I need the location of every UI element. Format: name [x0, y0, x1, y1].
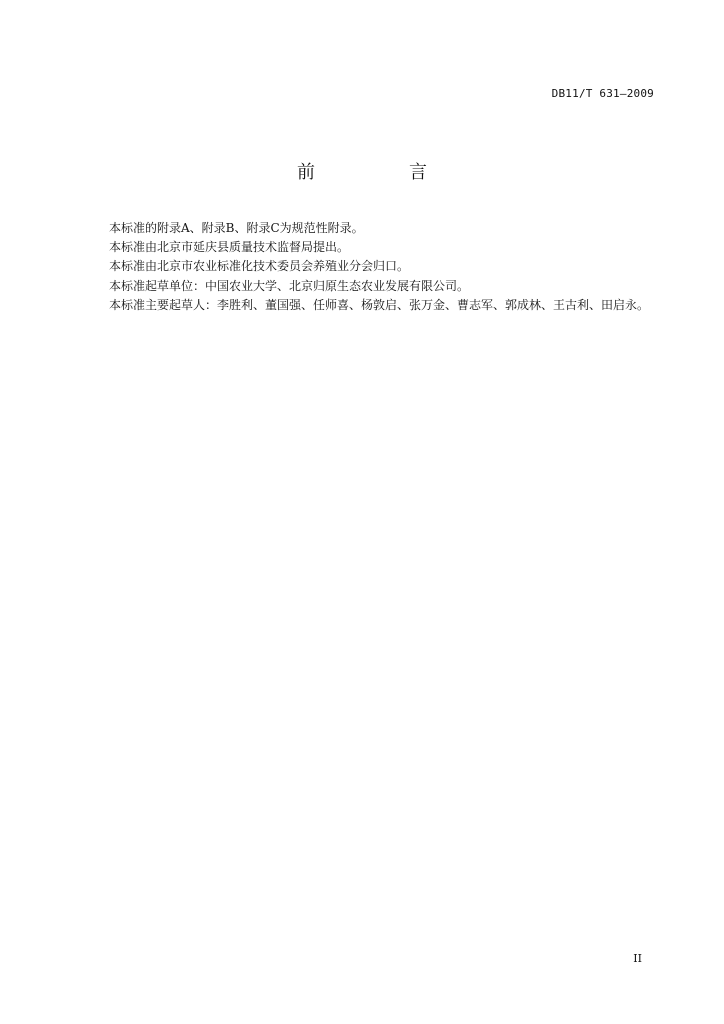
paragraph-drafters: 本标准主要起草人：李胜利、董国强、任师喜、杨敦启、张万金、曹志军、郭成林、王古利、田启永。	[109, 297, 650, 312]
page-number: II	[633, 952, 642, 965]
paragraph-appendix-note: 本标准的附录A、附录B、附录C为规范性附录。	[109, 221, 364, 235]
paragraph-centralized-by: 本标准由北京市农业标准化技术委员会养殖业分会归口。	[109, 259, 410, 274]
standard-code: DB11/T 631—2009	[551, 87, 654, 100]
page-title: 前 言	[297, 162, 465, 183]
paragraph-drafting-units: 本标准起草单位：中国农业大学、北京归原生态农业发展有限公司。	[109, 278, 470, 293]
paragraph-proposed-by: 本标准由北京市延庆县质量技术监督局提出。	[109, 240, 350, 255]
foreword-body	[85, 219, 660, 315]
